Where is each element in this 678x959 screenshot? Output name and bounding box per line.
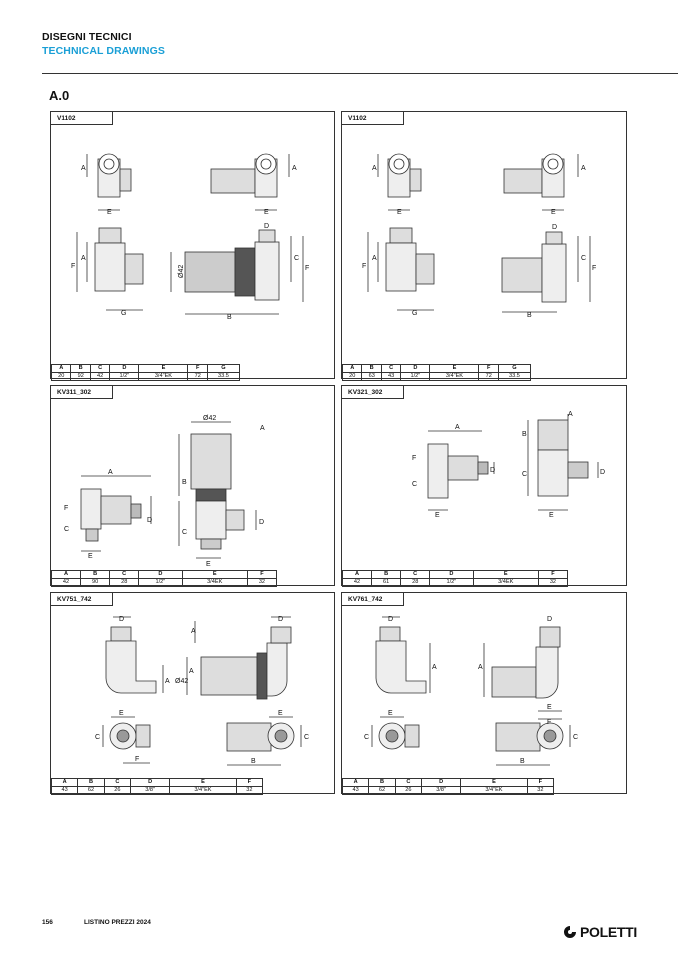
technical-drawing [51,112,334,362]
dim-label: C [182,529,188,536]
dim-value: 26 [395,787,421,795]
dim-label: G [121,310,127,317]
dim-value: 1/2" [430,579,473,587]
drawing-panel-kv321-302 [341,385,627,586]
dim-label: E [397,209,402,216]
dim-label: A [372,255,377,262]
technical-drawing [342,386,626,571]
dim-label: Ø42 [203,415,217,422]
dim-label: A [81,165,86,172]
dim-header: D [139,571,182,579]
panel-code: KV321_302 [342,386,404,399]
dim-value: 32 [527,787,553,795]
page-number: 156 [42,919,53,926]
dim-label: A [81,255,86,262]
dim-label: A [455,424,460,431]
dim-label: B [527,312,532,319]
dim-label: D [388,616,394,623]
drawing-panel-kv311-302 [50,385,335,586]
valve-top-view-right [211,154,289,210]
dim-label: F [135,756,140,763]
drawing-panel-v1102-a [50,111,335,379]
dim-value: 32 [538,579,567,587]
panel-code: KV311_302 [51,386,113,399]
dim-value: 42 [343,579,372,587]
dim-value: 72 [188,373,207,381]
technical-drawing [51,386,334,571]
dim-label: B [251,758,256,765]
dim-label: A [432,664,437,671]
dim-label: E [119,710,124,717]
dim-value: 1/2" [110,373,139,381]
dim-value: 43 [381,373,400,381]
dim-header: B [369,779,395,787]
dimensions-table [342,570,568,587]
dim-header: A [343,779,369,787]
dim-header: A [52,779,78,787]
dim-header: F [479,365,498,373]
dim-label: F [71,263,76,270]
dim-value: 3/4"EK [170,787,236,795]
dim-label: D [547,616,553,623]
dim-value: 43 [343,787,369,795]
dim-label: D [259,519,265,526]
dim-label: E [547,704,552,711]
dim-label: B [520,758,525,765]
dim-label: A [108,469,113,476]
dim-header: A [343,571,372,579]
dim-value: 43 [52,787,78,795]
panel-code: V1102 [342,112,404,125]
dim-value: 3/8" [131,787,170,795]
dim-value: 33.5 [207,373,239,381]
valve-top-view-left [87,154,131,210]
brand-logo [563,924,637,940]
dim-header: F [247,571,276,579]
dim-header: C [90,365,109,373]
drawing-panel-kv761-742 [341,592,627,794]
dim-header: F [236,779,262,787]
dim-label: B [522,431,527,438]
dim-value: 42 [52,579,81,587]
dim-label: C [573,734,579,741]
dim-header: D [131,779,170,787]
dim-label: D [119,616,125,623]
dim-label: F [412,455,417,462]
dim-value: 1/2" [139,579,182,587]
dim-label: Ø42 [178,264,185,278]
dim-header: G [207,365,239,373]
dim-label: F [592,265,597,272]
dimensions-table [342,364,531,381]
dim-header: C [110,571,139,579]
dim-label: C [364,734,370,741]
dim-value: 32 [247,579,276,587]
poletti-logo-icon [563,925,577,939]
dim-header: G [498,365,530,373]
dim-header: B [81,571,110,579]
dim-label: D [264,223,270,230]
dim-value: 32 [236,787,262,795]
dim-label: A [568,411,573,418]
dim-value: 90 [81,579,110,587]
dim-header: E [430,365,479,373]
dim-label: E [107,209,112,216]
dim-header: C [104,779,130,787]
dim-value: 28 [401,579,430,587]
dim-value: 92 [71,373,90,381]
dim-value: 1/2" [401,373,430,381]
dim-label: C [294,255,300,262]
dim-header: D [430,571,473,579]
dim-header: E [461,779,527,787]
valve-side-view-right [171,230,303,314]
dim-label: E [278,710,283,717]
dim-value: 28 [110,579,139,587]
dim-value: 3/4"EK [139,373,188,381]
dim-label: E [264,209,269,216]
dim-label: A [189,668,194,675]
dim-value: 62 [78,787,104,795]
dim-header: A [52,571,81,579]
dim-label: A [191,628,196,635]
dim-value: 3/4EK [473,579,538,587]
dim-label: F [362,263,367,270]
dim-header: B [71,365,90,373]
dim-header: B [372,571,401,579]
dimensions-table [51,570,277,587]
dim-label: C [95,734,101,741]
dim-value: 72 [479,373,498,381]
dim-label: F [64,505,69,512]
dim-label: E [551,209,556,216]
dimensions-table [51,364,240,381]
dim-label: D [278,616,284,623]
dim-label: E [549,512,554,519]
dim-value: 3/4"EK [461,787,527,795]
dimensions-table [342,778,554,795]
dim-header: E [182,571,247,579]
dim-label: A [478,664,483,671]
dim-header: E [170,779,236,787]
dim-label: B [227,314,232,321]
dim-label: A [581,165,586,172]
dim-label: G [412,310,418,317]
brand-name: POLETTI [580,924,638,940]
footer-title: LISTINO PREZZI 2024 [84,919,151,926]
dim-label: F [305,265,310,272]
dim-header: C [401,571,430,579]
dim-value: 63 [362,373,381,381]
drawing-panel-kv751-742 [50,592,335,794]
dim-header: F [188,365,207,373]
dim-value: 26 [104,787,130,795]
dim-value: 33.5 [498,373,530,381]
dim-value: 3/8" [422,787,461,795]
dim-label: D [600,469,606,476]
dim-label: A [372,165,377,172]
dim-label: F [547,719,552,726]
dim-label: A [165,678,170,685]
dim-label: C [64,526,70,533]
dim-value: 20 [52,373,71,381]
panel-code: V1102 [51,112,113,125]
technical-drawing [51,593,334,779]
dim-header: C [381,365,400,373]
dim-header: D [422,779,461,787]
panel-code: KV751_742 [51,593,113,606]
dim-label: C [522,471,528,478]
dim-label: C [581,255,587,262]
dim-label: B [182,479,187,486]
section-code: A.0 [49,88,70,103]
dim-label: E [435,512,440,519]
dim-header: A [52,365,71,373]
dim-value: 62 [369,787,395,795]
dim-value: 20 [343,373,362,381]
dim-header: F [527,779,553,787]
technical-drawing [342,112,626,362]
dim-label: E [388,710,393,717]
dim-label: E [88,553,93,560]
header-title-it: DISEGNI TECNICI [42,31,132,43]
dim-header: B [362,365,381,373]
dim-label: A [260,425,265,432]
dim-header: D [401,365,430,373]
dim-value: 3/4EK [182,579,247,587]
dim-label: Ø42 [175,678,189,685]
dim-header: B [78,779,104,787]
technical-drawing [342,593,626,779]
dim-header: F [538,571,567,579]
dim-label: D [490,467,496,474]
drawing-panel-v1102-b [341,111,627,379]
dim-header: D [110,365,139,373]
dim-header: E [139,365,188,373]
dim-header: A [343,365,362,373]
dim-label: A [292,165,297,172]
panel-code: KV761_742 [342,593,404,606]
dim-label: E [206,561,211,568]
dim-label: D [552,224,558,231]
dim-header: C [395,779,421,787]
dimensions-table [51,778,263,795]
dim-label: C [412,481,418,488]
dim-label: C [304,734,310,741]
valve-side-view-left [77,228,143,310]
dim-header: E [473,571,538,579]
header-divider [42,73,678,74]
dim-value: 3/4"EK [430,373,479,381]
dim-value: 61 [372,579,401,587]
header-title-en: TECHNICAL DRAWINGS [42,45,165,57]
dim-label: D [147,517,153,524]
dim-value: 42 [90,373,109,381]
